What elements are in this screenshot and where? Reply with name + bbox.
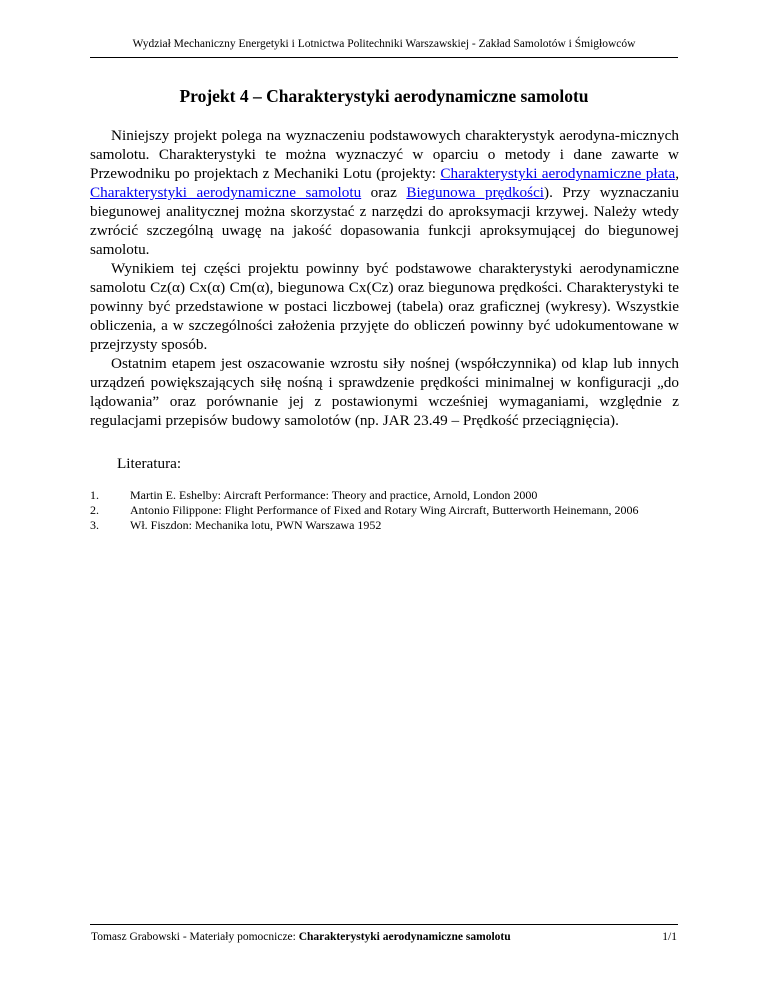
literature-item <box>90 518 650 533</box>
literature-item <box>90 488 650 503</box>
document-body <box>90 126 679 430</box>
paragraph-final-stage: Ostatnim etapem jest oszacowanie wzrostu siły nośnej (współczynnika) od klap lub innych urządzeń powiększających siłę nośną i sprawdzenie prędkości minimalnej w konfiguracji „do lądowania” oraz porównanie jej z postawionymi wcześniej wymaganiami, względnie z regulacjami przepisów budowy samolotów (np. JAR 23.49 – Prędkość przeciągnięcia). <box>90 355 679 429</box>
literature-item-number: 1. <box>90 488 99 502</box>
footer-author: Tomasz Grabowski - Materiały pomocnicze: <box>91 931 299 943</box>
paragraph-intro-text-end: ). Przy wyznaczaniu biegunowej analitycznej można skorzystać z narzędzi do aproksymacji krzywej. Należy wtedy zwrócić szczególną uwagę na jakość dopasowania funkcji aproksymującej do biegunowej samolotu. <box>90 184 679 258</box>
link-separator: , <box>675 165 680 182</box>
literature-item <box>90 503 650 518</box>
literature-heading: Literatura: <box>117 455 182 472</box>
literature-item-text: Martin E. Eshelby: Aircraft Performance: Theory and practice, Arnold, London 2000 <box>130 488 538 502</box>
literature-item-number: 3. <box>90 518 99 532</box>
literature-item-number: 2. <box>90 503 99 517</box>
link-speed-polar[interactable]: Biegunowa prędkości <box>406 184 545 201</box>
link-wing-aerodynamics[interactable]: Charakterystyki aerodynamiczne płata <box>440 165 676 182</box>
paragraph-intro <box>90 126 679 259</box>
link-aircraft-aerodynamics[interactable]: Charakterystyki aerodynamiczne samolotu <box>90 184 362 201</box>
paragraph-intro-text: Niniejszy projekt polega na wyznaczeniu podstawowych charakterystyk aerodyna-micznych samolotu. Charakterystyki te można wyznaczyć w oparciu o metody i dane zawarte w Przewodniku po projektach z Mechaniki Lotu (projekty: <box>90 127 679 182</box>
footer-topic: Charakterystyki aerodynamiczne samolotu <box>298 931 511 943</box>
page-footer <box>91 931 677 943</box>
header-divider <box>90 57 678 58</box>
page-number: 1/1 <box>662 931 677 943</box>
document-title: Projekt 4 – Charakterystyki aerodynamiczne samolotu <box>179 86 589 106</box>
paragraph-results: Wynikiem tej części projektu powinny być podstawowe charakterystyki aerodynamiczne samolotu Cz(α) Cx(α) Cm(α), biegunowa Cx(Cz) oraz biegunowa prędkości. Charakterystyki te powinny być przedstawione w postaci liczbowej (tabela) oraz graficznej (wykresy). Wszystkie obliczenia, a w szczególności założenia przyjęte do obliczeń powinny być udokumentowane w przejrzysty sposób. <box>90 260 679 353</box>
literature-item-text: Antonio Filippone: Flight Performance of Fixed and Rotary Wing Aircraft, Butterworth Heinemann, 2006 <box>130 503 639 517</box>
footer-divider <box>90 924 678 925</box>
literature-item-text: Wł. Fiszdon: Mechanika lotu, PWN Warszawa 1952 <box>130 518 382 532</box>
link-separator: oraz <box>361 184 407 201</box>
literature-list <box>90 488 650 533</box>
page-header: Wydział Mechaniczny Energetyki i Lotnictwa Politechniki Warszawskiej - Zakład Samolotów i Śmigłowców <box>132 38 636 50</box>
